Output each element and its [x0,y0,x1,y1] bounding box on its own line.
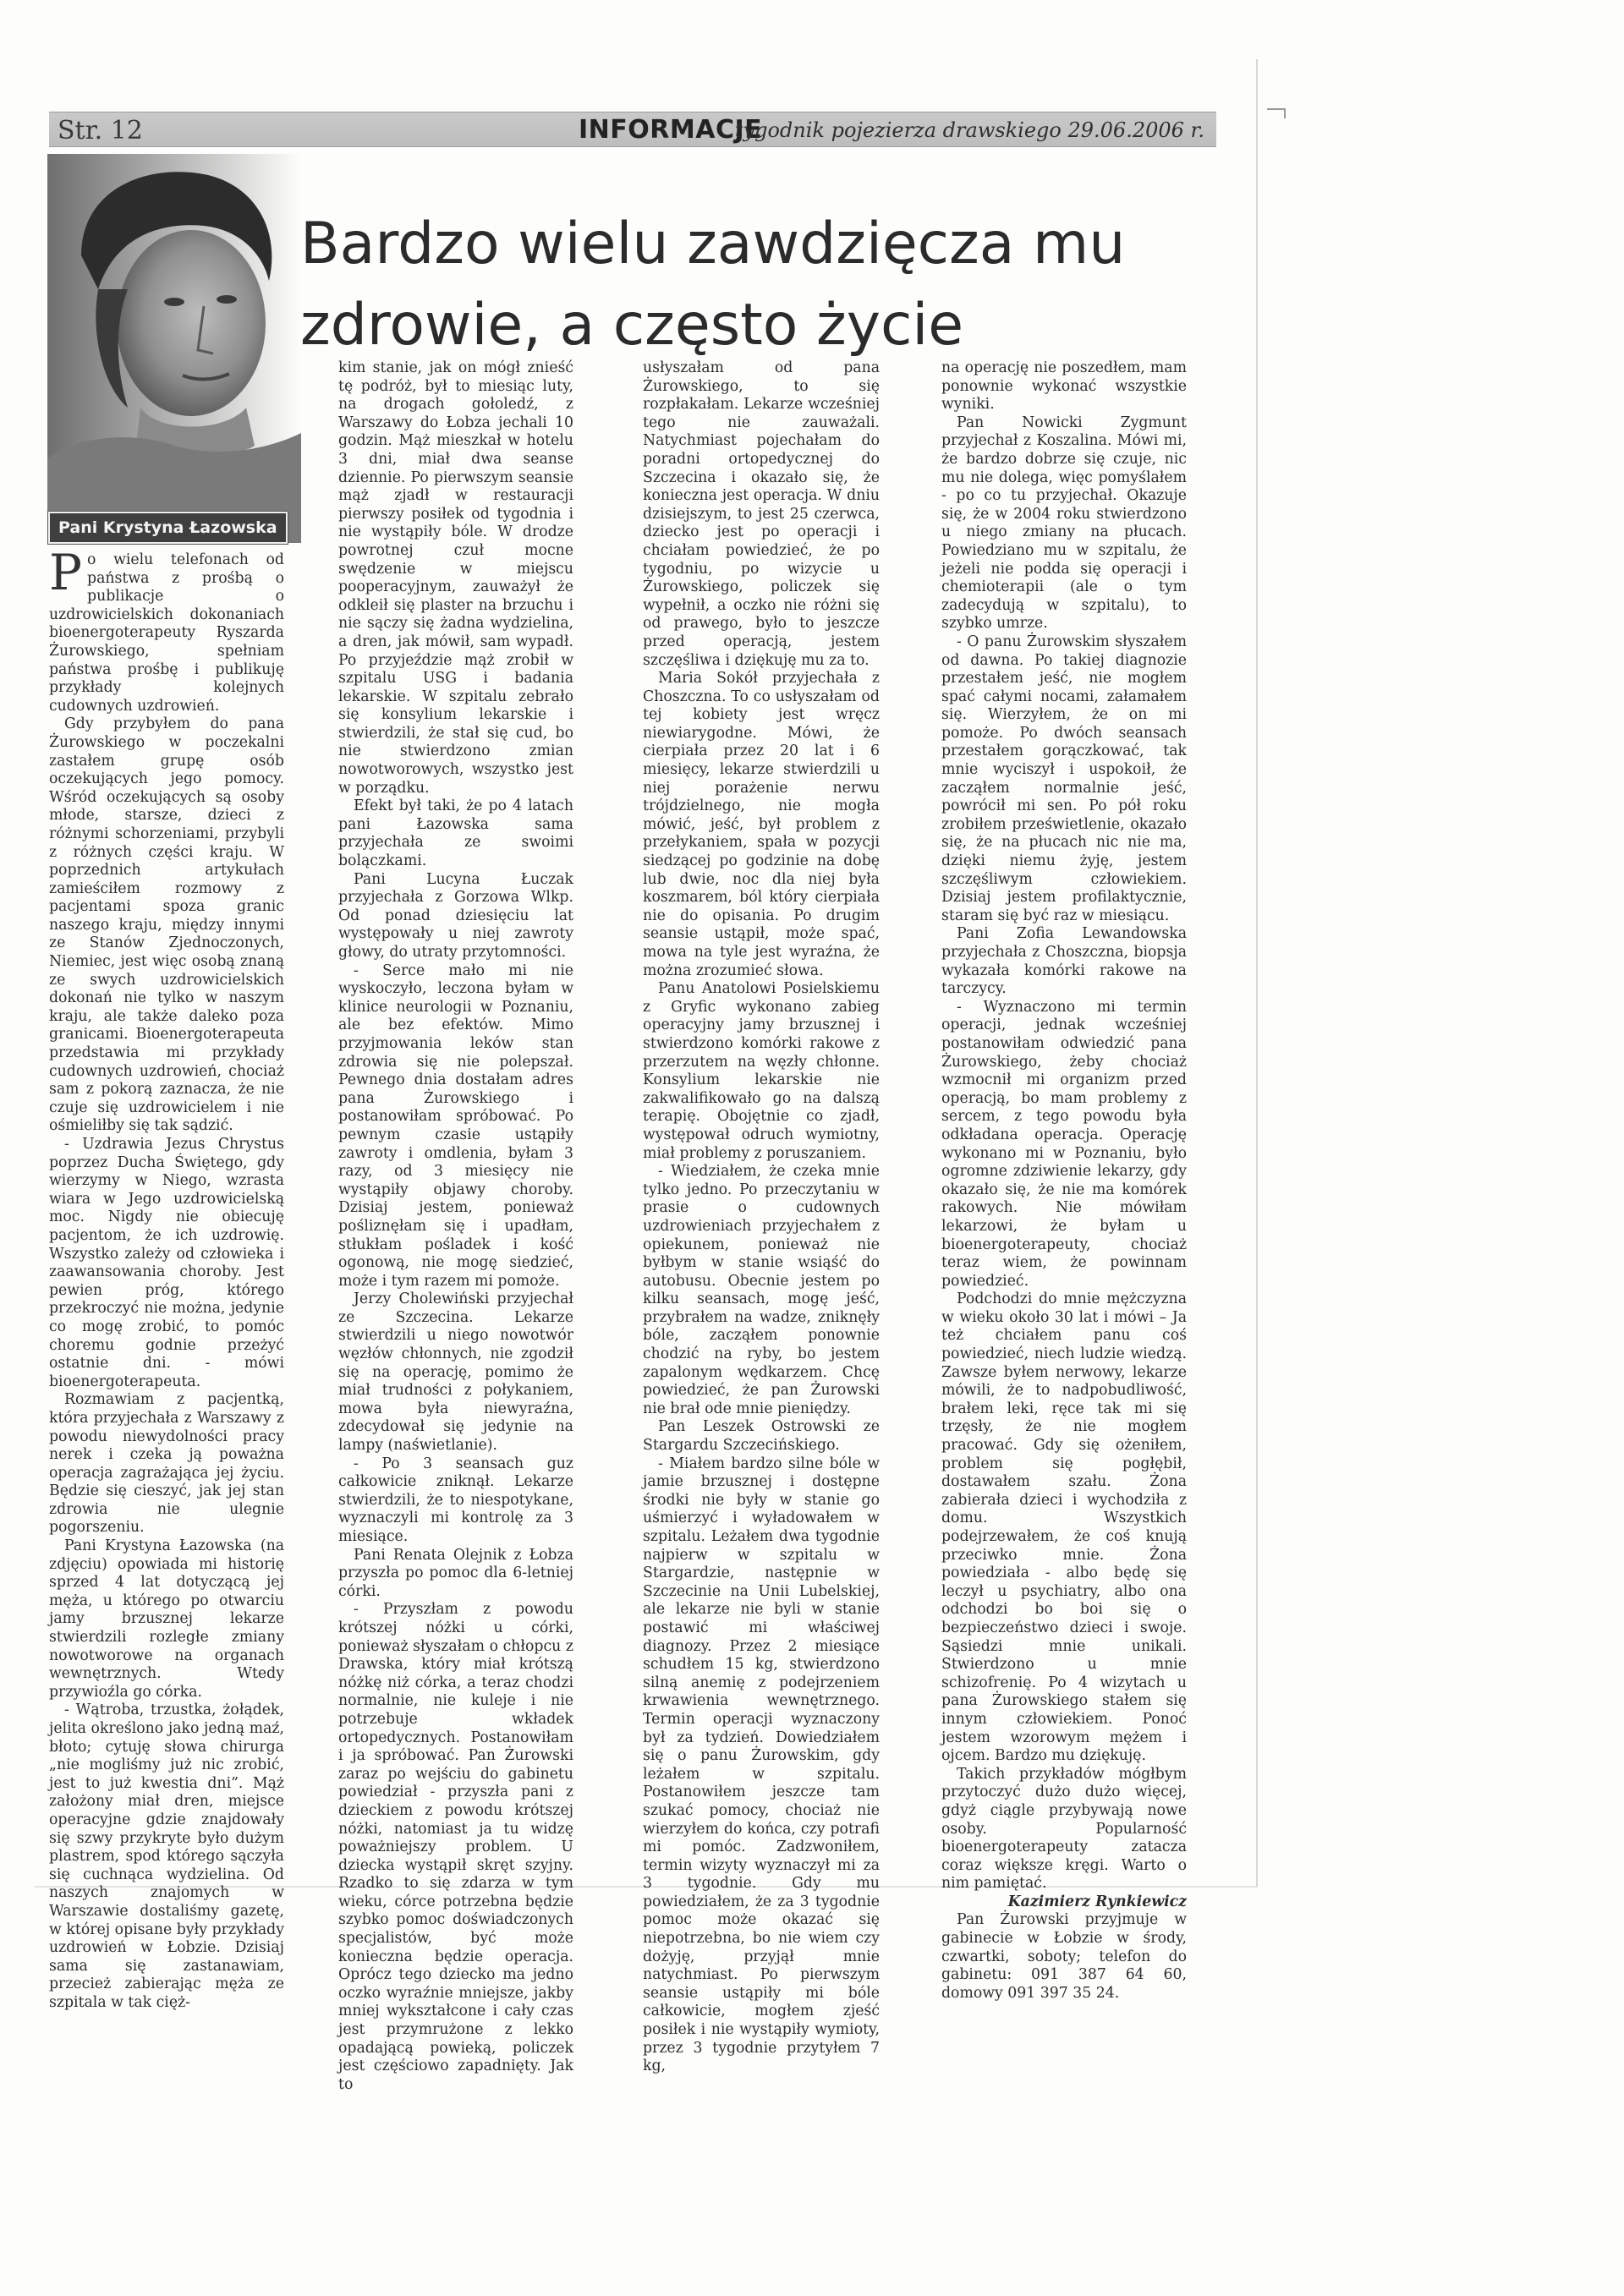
article-author: Kazimierz Rynkiewicz [1007,1893,1187,1910]
paragraph: Rozmawiam z pacjentką, która przyjechała z Warszawy z powodu niewydolności pracy nerek i czeka ją poważna operacja zagrażająca jej życiu. Będzie się cieszyć, jak jej stan zdrowia nie ulegnie pogorszeniu. [49,1391,284,1537]
paragraph: - Miałem bardzo silne bóle w jamie brzusznej i dostępne środki nie były w stanie go uśmierzyć i wyładowałem w szpitalu. Leżałem dwa tygodnie najpierw w szpitalu w Stargardzie, następnie w Szczecinie na Unii Lubelskiej, ale lekarze nie byli w stanie postawić mi właściwej diagnozy. Przez 2 miesiące schudłem 15 kg, stwierdzono silną anemię z podejrzeniem krwawienia wewnętrznego. Termin operacji wyznaczony był za tydzień. Dowiedziałem się o panu Żurowskim, gdy leżałem w szpitalu. Postanowiłem jeszcze tam szukać pomocy, chociaż nie wierzyłem do końca, czy potrafi mi pomóc. Zadzwoniłem, termin wizyty wyznaczył mi za 3 tygodnie. Gdy mu powiedziałem, że za 3 tygodnie pomoc może okazać się niepotrzebna, bo nie wiem czy dożyję, przyjął mnie natychmiast. Po pierwszym seansie ustąpiły mi bóle całkowicie, mogłem zjeść posiłek i nie wystąpiły wymioty, przez 3 tygodnie przytyłem 7 kg, [643,1455,880,2075]
paragraph: - Wyznaczono mi termin operacji, jednak wcześniej postanowiłam odwiedzić pana Żurowskiego, żeby chociaż wzmocnił mi organizm przed operacją, bo mam problemy z sercem, z tego powodu była odkładana operacja. Operację wykonano mi w Poznaniu, było ogromne zdziwienie lekarzy, gdy okazało się, że nie ma komórek rakowych. Nie mówiłam lekarzowi, że byłam u bioenergoterapeuty, chociaż teraz wiem, że powinnam powiedzieć. [941,998,1187,1290]
header-bar [49,112,1216,147]
paragraph: Takich przykładów mógłbym przytoczyć dużo dużo więcej, gdyż ciągle przybywają nowe osoby. Popularność bioenergoterapeuty zatacza coraz większe kręgi. Warto o nim pamiętać. [941,1765,1187,1893]
paragraph: Pan Leszek Ostrowski ze Stargardu Szczecińskiego. [643,1418,880,1455]
paragraph: Pani Zofia Lewandowska przyjechała z Choszczna, biopsja wykazała komórki rakowe na tarczycy. [941,925,1187,998]
article-column-2 [338,359,573,2094]
scan-corner-mark [1267,108,1286,118]
headline [300,204,1222,366]
photo-caption: Pani Krystyna Łazowska [48,512,288,544]
page-number: Str. 12 [58,116,143,145]
paragraph: Jerzy Cholewiński przyjechał ze Szczecina. Lekarze stwierdzili u niego nowotwór węzłów chłonnych, nie zgodził się na operację, pomimo że miał trudności z połykaniem, mowa była niewyraźna, zdecydował się jedynie na lampy (naświetlanie). [338,1290,573,1455]
paragraph: Gdy przybyłem do pana Żurowskiego w poczekalni zastałem grupę osób oczekujących jego pomocy. Wśród oczekujących są osoby młode, starsze, dzieci z różnymi schorzeniami, przybyli z różnych części kraju. W poprzednich artykułach zamieściłem rozmowy z pacjentami spoza granic naszego kraju, między innymi ze Stanów Zjednoczonych, Niemiec, jest więc osobą znaną ze swych uzdrowicielskich dokonań nie tylko w naszym kraju, ale także daleko poza granicami. Bioenergoterapeuta przedstawia mi przykłady cudownych uzdrowień, chociaż sam z pokorą zaznacza, że nie czuje się uzdrowicielem i nie ośmieliłby się tak sądzić. [49,715,284,1135]
headline-line-2: zdrowie, a często życie [300,291,964,359]
paragraph: Pani Renata Olejnik z Łobza przyszła po pomoc dla 6-letniej córki. [338,1546,573,1600]
article-column-3 [643,359,880,2076]
paragraph: na operację nie poszedłem, mam ponownie wykonać wszystkie wyniki. [941,359,1187,414]
paragraph: - O panu Żurowskim słyszałem od dawna. Po takiej diagnozie przestałem jeść, nie mogłem spać całymi nocami, załamałem się. Wierzyłem, że on mi pomoże. Po dwóch seansach przestałem gorączkować, tak mnie wyciszył i uspokoił, że zacząłem normalnie jeść, powrócił mi sen. Po pół roku zrobiłem prześwietlenie, okazało się, że na płucach nic nie ma, dzięki niemu żyję, jestem szczęśliwym człowiekiem. Dzisiaj jestem profilaktycznie, staram się być raz w miesiącu. [941,633,1187,924]
paragraph: Podchodzi do mnie mężczyzna w wieku około 30 lat i mówi – Ja też chciałem panu coś powiedzieć, niech ludzie wiedzą. Zawsze byłem nerwowy, lekarze mówili, że to nadpobudliwość, brałem leki, ręce tak mi się trzęsły, że nie mogłem pracować. Gdy się ożeniłem, problem się pogłębił, dostawałem szału. Żona zabierała dzieci i wychodziła z domu. Wszystkich podejrzewałem, że coś knują przeciwko mnie. Żona powiedziała - albo będę się leczył u psychiatry, albo ona odchodzi bo boi się o bezpieczeństwo dzieci i swoje. Sąsiedzi mnie unikali. Stwierdzono u mnie schizofrenię. Po 4 wizytach u pana Żurowskiego stałem się innym człowiekiem. Ponoć jestem wzorowym mężem i ojcem. Bardzo mu dziękuję. [941,1290,1187,1765]
article-column-4 [941,359,1187,2003]
paragraph: - Wiedziałem, że czeka mnie tylko jedno. Po przeczytaniu w prasie o cudownych uzdrowieniach przyjechałem z opiekunem, ponieważ nie byłbym w stanie wsiąść do autobusu. Obecnie jestem po kilku seansach, mogę jeść, przybrałem na wadze, zniknęły bóle, zacząłem ponownie chodzić na ryby, bo jestem zapalonym wędkarzem. Chcę powiedzieć, że pan Żurowski nie brał ode mnie pieniędzy. [643,1163,880,1417]
portrait-photo [47,154,301,543]
paragraph: kim stanie, jak on mógł znieść tę podróż, był to miesiąc luty, na drogach gołoledź, z Warszawy do Łobza jechali 10 godzin. Mąż mieszkał w hotelu 3 dni, miał dwa seanse dziennie. Po pierwszym seansie mąż zjadł w restauracji pierwszy posiłek od tygodnia i nie wystąpiły bóle. W drodze powrotnej czuł mocne swędzenie w miejscu pooperacyjnym, zauważył że odkleił się plaster na brzuchu i nie sączy się żadna wydzielina, a dren, jak mówił, sam wypadł. Po przyjeździe mąż zrobił w szpitalu USG i badania lekarskie. W szpitalu zebrało się konsylium lekarskie i stwierdzili, że stał się cud, bo nie stwierdzono zmian nowotworowych, wszystko jest w porządku. [338,359,573,797]
paragraph: Pani Lucyna Łuczak przyjechała z Gorzowa Wlkp. Od ponad dziesięciu lat występowały u niej zawroty głowy, do utraty przytomności. [338,870,573,961]
paragraph: - Po 3 seansach guz całkowicie zniknął. Lekarze stwierdzili, że to niespotykane, wyznaczyli mi kontrolę za 3 miesiące. [338,1455,573,1545]
paragraph: - Przyszłam z powodu krótszej nóżki u córki, ponieważ słyszałam o chłopcu z Drawska, który miał krótszą nóżkę niż córka, a teraz chodzi normalnie, nie kuleje i nie potrzebuje wkładek ortopedycznych. Postanowiłam i ja spróbować. Pan Żurowski zaraz po wejściu do gabinetu powiedział - przyszła pani z dzieckiem z powodu krótszej nóżki, natomiast ja tu widzę poważniejszy problem. U dziecka wystąpił skręt szyjny. Rzadko to się zdarza w tym wieku, córce potrzebna będzie szybko pomoc doświadczonych specjalistów, być może konieczna będzie operacja. Oprócz tego dziecko ma jedno oczko wyraźnie mniejsze, jakby mniej wykształcone i cały czas jest przymrużone z lekko opadającą powieką, policzek jest częściowo zapadnięty. Jak to [338,1601,573,2093]
issue-info: tygodnik pojezierza drawskiego 29.06.2006 r. [734,118,1204,142]
paragraph: Pan Nowicki Zygmunt przyjechał z Koszalina. Mówi mi, że bardzo dobrze się czuje, nic mu nie dolega, więc pomyślałem - po co tu przyjechał. Okazuje się, że w 2004 roku stwierdzono u niego zmiany na płucach. Powiedziano mu w szpitalu, że jeżeli nie podda się operacji i chemioterapii (ale o tym zadecydują w szpitalu), to szybko umrze. [941,414,1187,633]
paragraph: Panu Anatolowi Posielskiemu z Gryfic wykonano zabieg operacyjny jamy brzusznej i stwierdzono komórki rakowe z przerzutem na węzły chłonne. Konsylium lekarskie nie zakwalifikowało go na dalszą terapię. Obojętnie co zjadł, występował odruch wymiotny, miał problemy z poruszaniem. [643,980,880,1162]
contact-note: Pan Żurowski przyjmuje w gabinecie w Łobzie w środy, czwartki, soboty; telefon do gabinetu: 091 387 64 60, domowy 091 397 35 24. [941,1911,1187,2002]
paragraph: - Wątroba, trzustka, żołądek, jelita określono jako jedną maź, błoto; cytuję słowa chirurga „nie mogliśmy już nic zrobić, jest to już kwestia dni”. Mąż założony miał dren, miejsce operacyjne gdzie znajdowały się szwy przykryte było dużym plastrem, spod którego sączyła się cuchnąca wydzielina. Od naszych znajomych w Warszawie dostaliśmy gazetę, w której opisane były przykłady uzdrowień w Łobzie. Dzisiaj sama się zastanawiam, przecież zabierając męża ze szpitala w tak cięż- [49,1701,284,2011]
paragraph: Maria Sokół przyjechała z Choszczna. To co usłyszałam od tej kobiety jest wręcz niewiarygodne. Mówi, że cierpiała przez 20 lat i 6 miesięcy, lekarze stwierdzili u niej porażenie nerwu trójdzielnego, nie mogła mówić, jeść, był problem z przełykaniem, spała w pozycji siedzącej po godzinie na dobę lub dwie, noc dla niej była koszmarem, ból który cierpiała nie do opisania. Po drugim seansie ustąpił, może spać, mowa na tyle jest wyraźna, że można zrozumieć słowa. [643,670,880,979]
section-name: INFORMACJE [579,115,763,145]
paragraph: Efekt był taki, że po 4 latach pani Łazowska sama przyjechała ze swoimi bolączkami. [338,797,573,870]
article-column-1 [49,544,284,2013]
paragraph: o wielu telefonach od państwa z prośbą o publikacje o uzdrowicielskich dokonaniach bioenergoterapeuty Ryszarda Żurowskiego, spełniam państwa prośbę i publikuję przykłady kolejnych cudownych uzdrowień. [49,551,284,715]
dropcap: P [49,544,83,601]
headline-line-1: Bardzo wielu zawdzięcza mu [300,210,1126,277]
paragraph: usłyszałam od pana Żurowskiego, to się rozpłakałam. Lekarze wcześniej tego nie zauważali. Natychmiast pojechałam do poradni ortopedycznej do Szczecina i okazało się, że konieczna jest operacja. W dniu dzisiejszym, to jest 25 czerwca, dziecko jest po operacji i chciałam powiedzieć, że po tygodniu, po wizycie u Żurowskiego, policzek się wypełnił, a oczko nie różni się od prawego, było to jeszcze przed operacją, jestem szczęśliwa i dziękuję mu za to. [643,359,880,669]
paragraph: - Uzdrawia Jezus Chrystus poprzez Ducha Świętego, gdy wierzymy w Niego, wzrasta wiara w Jego uzdrowicielską moc. Nigdy nie obiecuję pacjentom, że ich uzdrowię. Wszystko zależy od człowieka i zaawansowania choroby. Jest pewien próg, którego przekroczyć nie można, jedynie co mogę zrobić, to pomóc choremu godnie przeżyć ostatnie dni. - mówi bioenergoterapeuta. [49,1136,284,1390]
paragraph: - Serce mało mi nie wyskoczyło, leczona byłam w klinice neurologii w Poznaniu, ale bez efektów. Mimo przyjmowania leków stan zdrowia się nie polepszał. Pewnego dnia dostałam adres pana Żurowskiego i postanowiłam spróbować. Po pewnym czasie ustąpiły zawroty i omdlenia, byłam 3 razy, od 3 miesięcy nie wystąpiły objawy choroby. Dzisiaj jestem, ponieważ pośliznęłam się i upadłam, stłukłam pośladek i kość ogonową, nie mogę siedzieć, może i tym razem mi pomoże. [338,962,573,1290]
paragraph: Pani Krystyna Łazowska (na zdjęciu) opowiada mi historię sprzed 4 lat dotyczącą jej męża, u którego po otwarciu jamy brzusznej lekarze stwierdzili rozległe zmiany nowotworowe na organach wewnętrznych. Wtedy przywioźla go córka. [49,1537,284,1701]
